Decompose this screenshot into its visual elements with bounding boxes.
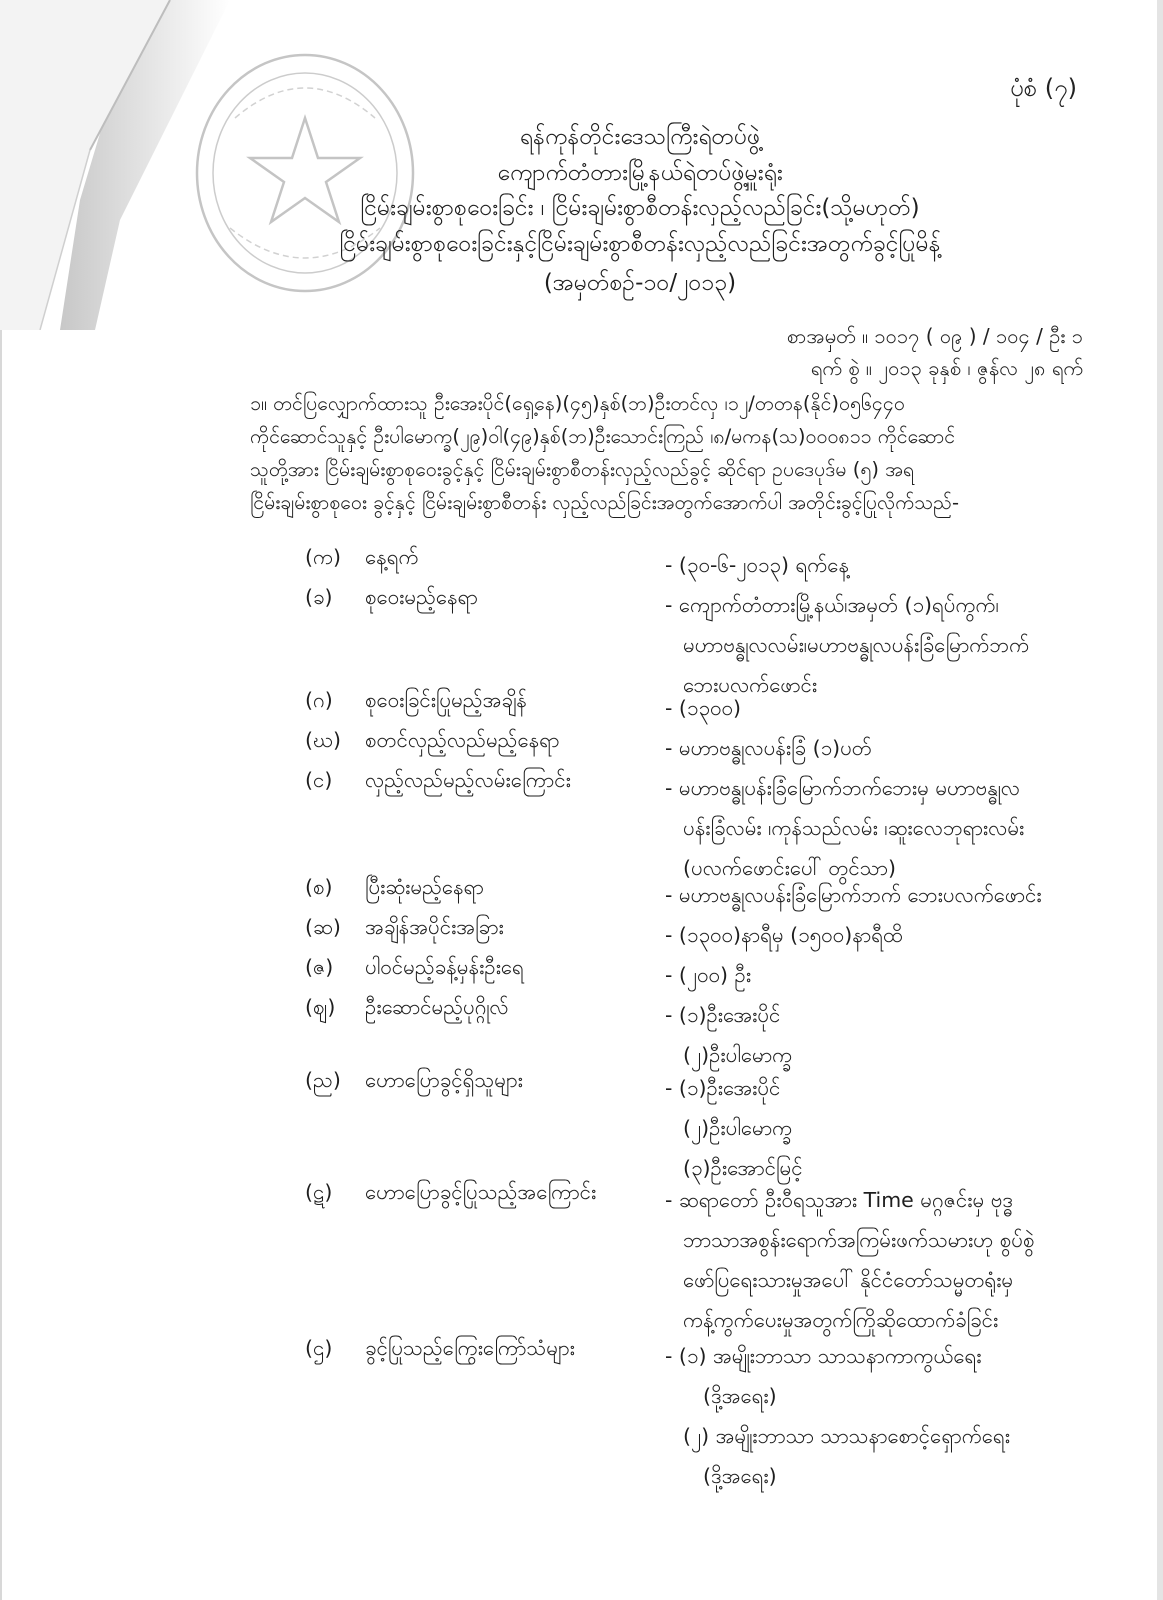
item-value-line: (၃)ဦးအောင်မြင့် bbox=[683, 1156, 803, 1180]
item-marker: (ဈ) bbox=[305, 995, 336, 1019]
paragraph-line: ၁။ တင်ပြလျှောက်ထားသူ ဦးအေးပိုင်(ရှေ့နေ)(၄၅)နှစ်(ဘ)ဦးတင်လှ ၊၁၂/တတန(နိုင်)၀၅၆၄၄၀ bbox=[250, 392, 905, 415]
item-label: စုဝေးမည့်နေရာ bbox=[365, 585, 478, 609]
item-marker: (စ) bbox=[305, 875, 333, 899]
item-value bbox=[665, 768, 1024, 888]
item-value-line: (၂)ဦးပါမောက္ခ bbox=[683, 1116, 793, 1140]
item-label: ပြီးဆုံးမည့်နေရာ bbox=[365, 875, 484, 899]
item-label: ပါဝင်မည့်ခန့်မှန်းဦးရေ bbox=[365, 955, 524, 979]
heading-township-office: ကျောက်တံတားမြို့နယ်ရဲတပ်ဖွဲ့မှူးရုံး bbox=[497, 160, 783, 186]
item-value-line: ဘေးပလက်ဖောင်း bbox=[683, 673, 818, 697]
item-value bbox=[665, 545, 849, 585]
item-value-line: (ဒို့အရေး) bbox=[703, 1384, 777, 1408]
item-value-line: - (၁၃၀၀)နာရီမှ (၁၅၀၀)နာရီထိ bbox=[665, 923, 903, 947]
item-marker: (ဆ) bbox=[305, 915, 341, 939]
item-label: လှည့်လည်မည့်လမ်းကြောင်း bbox=[365, 768, 571, 792]
item-value-line: မဟာဗန္ဓုလလမ်း၊မဟာဗန္ဓုလပန်းခြံမြောက်ဘက် bbox=[683, 633, 1030, 657]
item-value bbox=[665, 955, 751, 995]
item-label: စုဝေးခြင်းပြုမည့်အချိန် bbox=[365, 688, 527, 712]
item-value bbox=[665, 585, 1029, 705]
item-value-line: - မဟာဗန္ဓုလပန်းခြံမြောက်ဘက် ဘေးပလက်ဖောင်း bbox=[665, 883, 1042, 907]
paragraph-line: သူတို့အား ငြိမ်းချမ်းစွာစုဝေးခွင့်နှင့် ငြိမ်းချမ်းစွာစီတန်းလှည့်လည်ခွင့် ဆိုင်ရာ ဥပဒေပုဒ်မ (၅) အရ bbox=[250, 458, 915, 481]
item-label: နေ့ရက် bbox=[365, 545, 419, 569]
item-value-line: (၂) အမျိုးဘာသာ သာသနာစောင့်ရှောက်ရေး bbox=[683, 1424, 1010, 1448]
item-value-line: - ကျောက်တံတားမြို့နယ်၊အမှတ် (၁)ရပ်ကွက်၊ bbox=[665, 593, 999, 617]
item-marker: (ဇ) bbox=[305, 955, 334, 979]
item-value-line: (ဒို့အရေး) bbox=[703, 1464, 777, 1488]
item-value-line: ဖော်ပြရေးသားမှုအပေါ် နိုင်ငံတော်သမ္မတရုံးမှ bbox=[683, 1268, 1014, 1292]
item-value bbox=[665, 1180, 1034, 1340]
item-marker: (က) bbox=[305, 545, 342, 569]
item-label: ဦးဆောင်မည့်ပုဂ္ဂိုလ် bbox=[365, 995, 509, 1019]
item-value-line: ကန့်ကွက်ပေးမှုအတွက်ကြိုဆိုထောက်ခံခြင်း bbox=[683, 1308, 999, 1332]
item-value bbox=[665, 688, 741, 728]
item-value-line: ဘာသာအစွန်းရောက်အကြမ်းဖက်သမားဟု စွပ်စွဲ bbox=[683, 1228, 1035, 1252]
item-label: စတင်လှည့်လည်မည့်နေရာ bbox=[365, 728, 560, 752]
heading-permit-type: ငြိမ်းချမ်းစွာစုဝေးခြင်း ၊ ငြိမ်းချမ်းစွာစီတန်းလှည့်လည်ခြင်း(သို့မဟုတ်) bbox=[360, 195, 920, 221]
item-value bbox=[665, 995, 792, 1075]
item-value-line: (၂)ဦးပါမောက္ခ bbox=[683, 1043, 793, 1067]
letter-number: စာအမှတ် ။ ၁၀၁၇ ( ၀၉ ) / ၁၀၄ / ဦး ၁ bbox=[786, 324, 1083, 348]
item-value bbox=[665, 915, 903, 955]
item-label: ခွင့်ပြုသည့်ကြွေးကြော်သံများ bbox=[365, 1336, 575, 1360]
item-label: အချိန်အပိုင်းအခြား bbox=[365, 915, 504, 939]
paragraph-line: ငြိမ်းချမ်းစွာစုဝေး ခွင့်နှင့် ငြိမ်းချမ်းစွာစီတန်း လှည့်လည်ခြင်းအတွက်အောက်ပါ အတိုင်းခွင့်ပြုလိုက်သည်- bbox=[250, 491, 960, 514]
item-label: ဟောပြောခွင့်ရှိသူများ bbox=[365, 1068, 523, 1092]
item-value bbox=[665, 1336, 1010, 1496]
heading-serial-number: (အမှတ်စဉ်-၁၀/၂၀၁၃) bbox=[543, 270, 737, 296]
letter-date: ရက် စွဲ ။ ၂၀၁၃ ခုနှစ် ၊ ဇွန်လ ၂၈ ရက် bbox=[810, 356, 1083, 380]
item-marker: (င) bbox=[305, 768, 333, 792]
item-value-line: ပန်းခြံလမ်း ၊ကုန်သည်လမ်း ၊ဆူးလေဘုရားလမ်း bbox=[683, 816, 1025, 840]
item-value-line: - (၁)ဦးအေးပိုင် bbox=[665, 1003, 781, 1027]
item-value bbox=[665, 1068, 803, 1188]
intro-paragraph bbox=[250, 387, 1100, 519]
page-number: ပုံစံ (၇) bbox=[1009, 74, 1077, 102]
item-marker: (ဋ) bbox=[305, 1180, 333, 1204]
item-value-line: - မဟာဗန္ဓုပန်းခြံမြောက်ဘက်ဘေးမှ မဟာဗန္ဓုလ bbox=[665, 776, 1020, 800]
item-value-line: - (၁၃၀၀) bbox=[665, 696, 742, 720]
item-value-line: - (၂၀၀) ဦး bbox=[665, 963, 752, 987]
item-marker: (ည) bbox=[305, 1068, 341, 1092]
paragraph-line: ကိုင်ဆောင်သူနှင့် ဦးပါမောက္ခ(၂၉)ဝါ(၄၉)နှစ်(ဘ)ဦးသောင်းကြည် ၊၈/မကန(သ)၀၀၀၈၁၁ ကိုင်ဆောင် bbox=[250, 425, 956, 448]
item-value-line: - (၁) အမျိုးဘာသာ သာသနာကာကွယ်ရေး bbox=[665, 1344, 982, 1368]
item-value-line: (ပလက်ဖောင်းပေါ် တွင်သာ) bbox=[683, 856, 896, 880]
page-fold-shadow bbox=[0, 0, 230, 330]
item-marker: (ဌ) bbox=[305, 1336, 333, 1360]
item-marker: (ဃ) bbox=[305, 728, 341, 752]
item-marker: (ဂ) bbox=[305, 688, 333, 712]
item-label: ဟောပြောခွင့်ပြုသည့်အကြောင်း bbox=[365, 1180, 597, 1204]
item-value-line: - ဆရာတော် ဦးဝီရသူအား Time မဂ္ဂဇင်းမှ ဗုဒ္ဓ bbox=[665, 1188, 1014, 1212]
heading-office: ရန်ကုန်တိုင်းဒေသကြီးရဲတပ်ဖွဲ့ bbox=[519, 124, 761, 150]
item-value bbox=[665, 728, 872, 768]
item-value bbox=[665, 875, 1042, 915]
heading-permit-title: ငြိမ်းချမ်းစွာစုဝေးခြင်းနှင့်ငြိမ်းချမ်းစွာစီတန်းလှည့်လည်ခြင်းအတွက်ခွင့်ပြုမိန့် bbox=[339, 231, 941, 257]
item-marker: (ခ) bbox=[305, 585, 333, 609]
item-value-line: - မဟာဗန္ဓုလပန်းခြံ (၁)ပတ် bbox=[665, 736, 872, 760]
item-value-line: - (၁)ဦးအေးပိုင် bbox=[665, 1076, 781, 1100]
item-value-line: - (၃၀-၆-၂၀၁၃) ရက်နေ့ bbox=[665, 553, 850, 577]
